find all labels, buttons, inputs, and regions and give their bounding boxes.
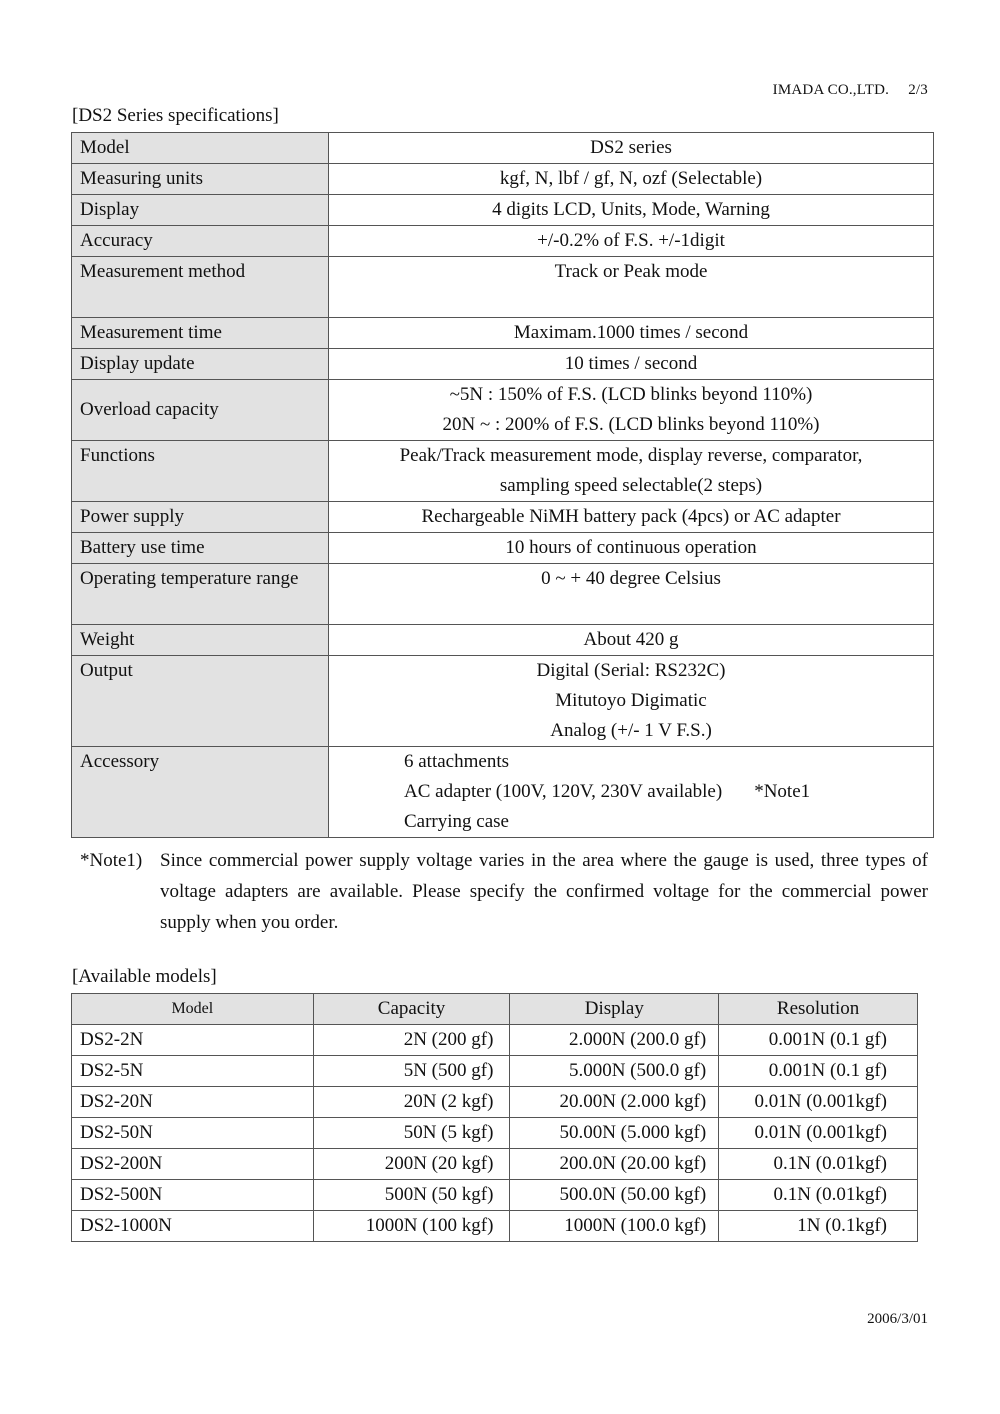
spec-label: Overload capacity (72, 380, 329, 441)
spec-value (329, 502, 934, 533)
table-row (72, 1025, 918, 1056)
spec-label: Output (72, 656, 329, 747)
spec-row (72, 257, 934, 318)
spec-value (329, 441, 934, 502)
spec-label: Power supply (72, 502, 329, 533)
spec-label: Weight (72, 625, 329, 656)
spec-value (329, 349, 934, 380)
capacity-cell: 20N (2 kgf) (313, 1087, 510, 1118)
spec-value-line: kgf, N, lbf / gf, N, ozf (Selectable) (499, 168, 763, 189)
spec-value-line: 4 digits LCD, Units, Mode, Warning (492, 199, 770, 220)
spec-row (72, 195, 934, 226)
display-cell: 500.0N (50.00 kgf) (510, 1180, 719, 1211)
spec-row (72, 747, 934, 838)
spec-label: Accuracy (72, 226, 329, 257)
capacity-cell: 500N (50 kgf) (313, 1180, 510, 1211)
spec-label: Functions (72, 441, 329, 502)
spec-value-line: Analog (+/- 1 V F.S.) (550, 720, 712, 741)
spec-value (329, 533, 934, 564)
display-cell: 2.000N (200.0 gf) (510, 1025, 719, 1056)
spec-value-line: 20N ~ : 200% of F.S. (LCD blinks beyond 110%) (442, 414, 820, 435)
spec-row (72, 318, 934, 349)
spec-value-line: sampling speed selectable(2 steps) (499, 475, 763, 496)
spec-row (72, 533, 934, 564)
spec-row (72, 349, 934, 380)
footnote-tag: *Note1) (80, 850, 143, 871)
display-cell: 20.00N (2.000 kgf) (510, 1087, 719, 1118)
spec-value-line: +/-0.2% of F.S. +/-1digit (537, 230, 725, 251)
model-cell: DS2-1000N (72, 1211, 314, 1242)
spec-value-line: Peak/Track measurement mode, display reverse, comparator, (399, 445, 863, 466)
column-header-display: Display (510, 994, 719, 1025)
spec-value (329, 625, 934, 656)
capacity-cell: 5N (500 gf) (313, 1056, 510, 1087)
models-header-row (72, 994, 918, 1025)
spec-row (72, 133, 934, 164)
spec-value-line: ~5N : 150% of F.S. (LCD blinks beyond 110%) (449, 384, 813, 405)
spec-row (72, 564, 934, 625)
spec-label: Operating temperature range (72, 564, 329, 625)
resolution-cell: 1N (0.1kgf) (719, 1211, 918, 1242)
table-row (72, 1211, 918, 1242)
capacity-cell: 50N (5 kgf) (313, 1118, 510, 1149)
spec-label: Measurement time (72, 318, 329, 349)
display-cell: 50.00N (5.000 kgf) (510, 1118, 719, 1149)
spec-value-line: 0 ~ + 40 degree Celsius (541, 568, 721, 589)
column-header-resolution: Resolution (719, 994, 918, 1025)
display-cell: 5.000N (500.0 gf) (510, 1056, 719, 1087)
spec-value (329, 133, 934, 164)
column-header-model: Model (72, 994, 314, 1025)
spec-label: Measuring units (72, 164, 329, 195)
spec-row (72, 502, 934, 533)
spec-value (329, 226, 934, 257)
spec-label: Model (72, 133, 329, 164)
model-cell: DS2-5N (72, 1056, 314, 1087)
spec-value-line: 6 attachments (404, 751, 509, 772)
model-cell: DS2-50N (72, 1118, 314, 1149)
spec-label: Battery use time (72, 533, 329, 564)
model-cell: DS2-2N (72, 1025, 314, 1056)
spec-row (72, 164, 934, 195)
spec-value (329, 257, 934, 318)
spec-value (329, 318, 934, 349)
display-cell: 200.0N (20.00 kgf) (510, 1149, 719, 1180)
spec-label: Accessory (72, 747, 329, 838)
table-row (72, 1087, 918, 1118)
spec-value-line: AC adapter (100V, 120V, 230V available) (404, 781, 723, 802)
spec-value (329, 380, 934, 441)
spec-value (329, 564, 934, 625)
spec-value-line: 10 times / second (564, 353, 698, 374)
models-table (71, 993, 918, 1242)
spec-value-line: 10 hours of continuous operation (505, 537, 757, 558)
page-header: IMADA CO.,LTD. 2/3 (772, 82, 928, 98)
spec-row (72, 441, 934, 502)
capacity-cell: 200N (20 kgf) (313, 1149, 510, 1180)
resolution-cell: 0.001N (0.1 gf) (719, 1056, 918, 1087)
model-cell: DS2-20N (72, 1087, 314, 1118)
models-section-title: [Available models] (72, 966, 217, 987)
page-date: 2006/3/01 (867, 1311, 928, 1327)
spec-label: Measurement method (72, 257, 329, 318)
spec-value-line: Carrying case (404, 811, 509, 832)
table-row (72, 1149, 918, 1180)
table-row (72, 1056, 918, 1087)
spec-value (329, 747, 934, 838)
spec-value (329, 656, 934, 747)
table-row (72, 1180, 918, 1211)
spec-label: Display (72, 195, 329, 226)
capacity-cell: 2N (200 gf) (313, 1025, 510, 1056)
spec-value-line: Maximam.1000 times / second (513, 322, 749, 343)
footnote-text: Since commercial power supply voltage varies in the area where the gauge is used, three types of voltage adapters are available. Please specify the confirmed voltage for the commercial power supply when you order. (160, 850, 928, 933)
resolution-cell: 0.1N (0.01kgf) (719, 1149, 918, 1180)
footnote (80, 845, 928, 938)
spec-section-title: [DS2 Series specifications] (72, 105, 279, 126)
table-row (72, 1118, 918, 1149)
spec-value-line: About 420 g (583, 629, 679, 650)
model-cell: DS2-200N (72, 1149, 314, 1180)
capacity-cell: 1000N (100 kgf) (313, 1211, 510, 1242)
resolution-cell: 0.01N (0.001kgf) (719, 1087, 918, 1118)
spec-row (72, 656, 934, 747)
display-cell: 1000N (100.0 kgf) (510, 1211, 719, 1242)
spec-value-line: Digital (Serial: RS232C) (536, 660, 726, 681)
spec-value-line: Track or Peak mode (554, 261, 708, 282)
resolution-cell: 0.01N (0.001kgf) (719, 1118, 918, 1149)
spec-value-line: Rechargeable NiMH battery pack (4pcs) or AC adapter (421, 506, 841, 527)
spec-row (72, 380, 934, 441)
spec-table (71, 132, 934, 838)
spec-value (329, 164, 934, 195)
resolution-cell: 0.001N (0.1 gf) (719, 1025, 918, 1056)
spec-value-line: Mitutoyo Digimatic (555, 690, 707, 711)
spec-row (72, 226, 934, 257)
column-header-capacity: Capacity (313, 994, 510, 1025)
spec-label: Display update (72, 349, 329, 380)
spec-value-line: DS2 series (590, 137, 672, 158)
spec-value (329, 195, 934, 226)
model-cell: DS2-500N (72, 1180, 314, 1211)
resolution-cell: 0.1N (0.01kgf) (719, 1180, 918, 1211)
spec-row (72, 625, 934, 656)
note-reference: *Note1 (754, 781, 811, 802)
